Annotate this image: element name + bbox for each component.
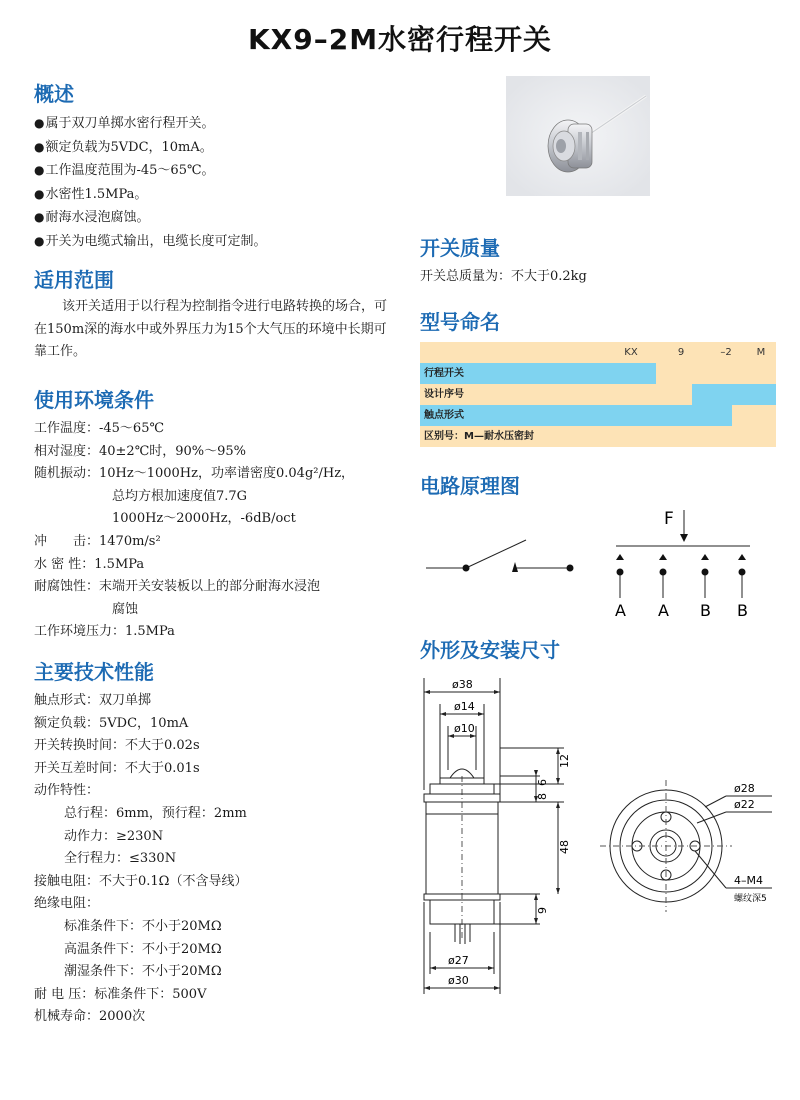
list-item: 冲 击：1470m/s² bbox=[34, 533, 161, 549]
list-item: 开关互差时间：不大于0.01s bbox=[34, 760, 200, 776]
model-heading: 型号命名 bbox=[420, 310, 500, 334]
dim-label: 螺纹深5 bbox=[734, 894, 767, 904]
table-row bbox=[420, 363, 776, 384]
list-item: 潮湿条件下：不小于20MΩ bbox=[64, 964, 222, 980]
list-item: 水 密 性：1.5MPa bbox=[34, 556, 145, 572]
dim-label: ø38 bbox=[452, 678, 473, 691]
dim-label: ø28 bbox=[734, 782, 755, 795]
list-item: 触点形式：双刀单掷 bbox=[34, 693, 152, 708]
contact-icon bbox=[616, 554, 624, 560]
bullet-icon: ● bbox=[34, 116, 45, 130]
bullet-icon: ● bbox=[34, 163, 45, 178]
model-naming-table bbox=[420, 342, 776, 447]
terminal-label: B bbox=[737, 601, 748, 620]
dim-label: 12 bbox=[558, 754, 571, 768]
dimensions-heading: 外形及安装尺寸 bbox=[420, 638, 560, 662]
model-code-design: 9 bbox=[677, 347, 685, 358]
bullet-icon: ● bbox=[34, 186, 45, 201]
switch-contact-icon bbox=[512, 562, 518, 572]
performance-list bbox=[34, 690, 247, 1029]
list-item: 总行程：6mm，预行程：2mm bbox=[64, 805, 247, 821]
list-item: ●水密性1.5MPa。 bbox=[34, 186, 148, 202]
terminal-label: A bbox=[658, 601, 669, 620]
table-row bbox=[420, 342, 776, 363]
model-code-series: KX bbox=[624, 347, 638, 358]
list-item: 总均方根加速度值7.7G bbox=[112, 488, 248, 504]
list-item: 工作环境压力：1.5MPa bbox=[34, 624, 175, 640]
model-code-contact: –2 bbox=[720, 347, 732, 358]
switch-terminal-icon bbox=[567, 565, 574, 572]
table-row bbox=[420, 384, 776, 405]
dimension-drawing bbox=[400, 670, 790, 1005]
dim-label: 8 bbox=[536, 793, 549, 800]
list-item: 开关转换时间：不大于0.02s bbox=[34, 738, 200, 754]
bullet-icon: ● bbox=[34, 210, 45, 225]
bullet-icon: ● bbox=[34, 139, 45, 154]
model-row-label: 行程开关 bbox=[424, 368, 464, 379]
mass-heading: 开关质量 bbox=[420, 236, 500, 260]
list-item: 动作力：≥230N bbox=[64, 828, 164, 844]
scope-heading: 适用范围 bbox=[34, 268, 114, 292]
list-item: 标准条件下：不小于20MΩ bbox=[64, 918, 222, 934]
dim-label: 9 bbox=[536, 907, 549, 914]
page-title: KX9–2M水密行程开关 bbox=[247, 23, 553, 56]
list-item: 全行程力：≤330N bbox=[64, 851, 177, 867]
terminal-icon bbox=[739, 569, 746, 576]
model-row-label: 区别号：M—耐水压密封 bbox=[424, 431, 534, 442]
terminal-icon bbox=[702, 569, 709, 576]
environment-list bbox=[34, 418, 354, 644]
list-item: 耐腐蚀性：末端开关安装板以上的部分耐海水浸泡 bbox=[34, 579, 321, 595]
list-item: 动作特性： bbox=[34, 783, 100, 799]
list-item: 额定负载：5VDC，10mA bbox=[34, 715, 189, 731]
table-row bbox=[420, 426, 776, 447]
terminal-icon bbox=[660, 569, 667, 576]
list-item: 绝缘电阻： bbox=[34, 896, 100, 912]
bullet-icon: ● bbox=[34, 233, 45, 248]
list-item: 机械寿命：2000次 bbox=[34, 1009, 146, 1025]
switch-pivot-icon bbox=[463, 565, 470, 572]
terminal-icon bbox=[617, 569, 624, 576]
list-item: 耐 电 压：标准条件下：500V bbox=[34, 986, 207, 1002]
list-item: 腐蚀 bbox=[112, 601, 139, 617]
model-row-label: 设计序号 bbox=[424, 389, 464, 400]
list-item: ●工作温度范围为-45～65℃。 bbox=[34, 163, 215, 179]
overview-list bbox=[34, 112, 267, 254]
list-item: 相对湿度：40±2℃时，90%～95% bbox=[34, 443, 247, 459]
circuit-heading: 电路原理图 bbox=[420, 474, 520, 498]
environment-heading: 使用环境条件 bbox=[34, 388, 154, 412]
circuit-diagram bbox=[420, 500, 770, 625]
model-code-suffix: M bbox=[756, 347, 766, 358]
force-label: F bbox=[664, 509, 674, 529]
terminal-label: A bbox=[615, 601, 626, 620]
list-item: ●开关为电缆式输出，电缆长度可定制。 bbox=[34, 233, 267, 249]
model-row-label: 触点形式 bbox=[424, 410, 464, 421]
contact-icon bbox=[701, 554, 709, 560]
table-row bbox=[420, 405, 776, 426]
dim-label: ø10 bbox=[454, 722, 475, 735]
list-item: 工作温度：-45～65℃ bbox=[34, 421, 165, 436]
product-photo bbox=[506, 76, 650, 196]
list-item: ●属于双刀单掷水密行程开关。 bbox=[34, 116, 215, 131]
mass-text: 开关总质量为：不大于0.2kg bbox=[420, 269, 587, 284]
list-item: 随机振动：10Hz～1000Hz，功率谱密度0.04g²/Hz， bbox=[34, 466, 355, 482]
list-item: 1000Hz～2000Hz，-6dB/oct bbox=[112, 511, 296, 527]
dim-label: 4–M4 bbox=[734, 874, 763, 887]
dim-label: ø27 bbox=[448, 954, 469, 967]
dim-label: ø30 bbox=[448, 974, 469, 987]
dim-label: ø14 bbox=[454, 700, 475, 713]
list-item: ●耐海水浸泡腐蚀。 bbox=[34, 210, 150, 226]
force-arrow-icon bbox=[680, 534, 688, 542]
dim-label: 6 bbox=[536, 779, 549, 786]
list-item: 接触电阻：不大于0.1Ω（不含导线） bbox=[34, 873, 248, 889]
list-item: 高温条件下：不小于20MΩ bbox=[64, 941, 222, 957]
contact-icon bbox=[738, 554, 746, 560]
overview-heading: 概述 bbox=[34, 82, 74, 106]
dim-label: 48 bbox=[558, 840, 571, 854]
terminal-label: B bbox=[700, 601, 711, 620]
list-item: ●额定负载为5VDC，10mA。 bbox=[34, 139, 213, 155]
dim-label: ø22 bbox=[734, 798, 755, 811]
performance-heading: 主要技术性能 bbox=[34, 660, 154, 684]
contact-icon bbox=[659, 554, 667, 560]
scope-text: 该开关适用于以行程为控制指令进行电路转换的场合，可在150m深的海水中或外界压力为15个大气压的环境中长期可靠工作。 bbox=[34, 299, 388, 360]
